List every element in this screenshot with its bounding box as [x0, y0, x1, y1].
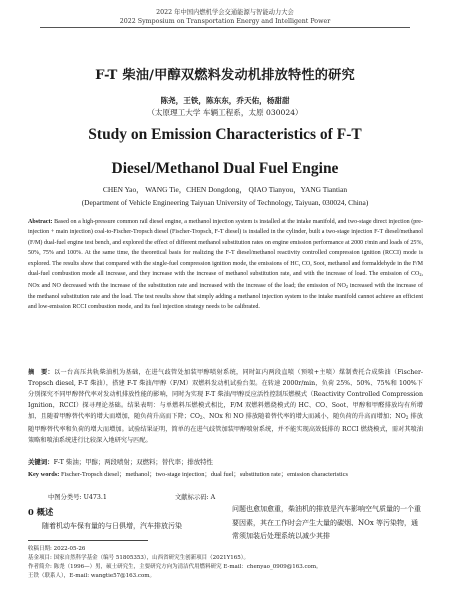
english-authors: CHEN Yao， WANG Tie，CHEN Dongdong， QIAO Tianyou，YANG Tiantian [102, 185, 348, 194]
chinese-title: F-T 柴油/甲醇双燃料发动机排放特性的研究 [95, 68, 355, 83]
english-keywords [28, 470, 423, 480]
english-keywords-label: Key words: [28, 471, 62, 478]
english-abstract [28, 217, 423, 313]
english-abstract-text-b: , NOx and NO decreased with the increase of the substitution rate and increased with the increase of the load; the emission of NO [28, 271, 423, 289]
footnotes [28, 545, 428, 580]
header-rule [40, 27, 410, 28]
english-abstract-text-a: Based on a high-pressure common rail diesel engine, a methanol injection system is installed at the intake manifold, and two-stage direct injection (pre-injection + main injection) coal-to-Fischer-Tropsch diesel (Fischer-Tropsch, F-T diesel) is installed in the cylinder, built a two-stage injection F-T diesel/methanol (F/M) dual-fuel engine test bench, and explored the effect of different methanol substitution rates on engine emission performance at 2000 r/min and loads of 25%, 50%, 75% and 100%. At the same time, the theoretical basis for realizing the F-T diesel/methanol reactivity controlled compression ignition (RCCI) mode is explored. The results show that compared with the single-fuel compression ignition mode, the emissions of HC, CO, Soot, methanol and formaldehyde in the F/M dual-fuel combustion mode all increase, and they increase with the increase of methanol substitution rate, and with the increase of load. The emission of CO [28, 219, 424, 278]
chinese-abstract-no2-sub: 2 [405, 416, 409, 422]
chinese-keywords-text: F-T 柴油；甲醇；两段喷射；双燃料；替代率；排放特性 [53, 458, 213, 466]
english-affiliation: (Department of Vehicle Engineering Taiyuan University of Technology, Taiyuan, 030024, China) [81, 198, 369, 207]
footnote-author-bio: 作者简介: 陈尧（1996—）男，硕士研究生，主要研究方向为清洁代用燃料研究 E-mail：chenyao_0909@163.com。 [28, 563, 322, 570]
english-abstract-text-c: increased with the increase of the methanol substitution rate and the load. The test results show that simply adding a methanol injection system to the intake manifold cannot achieve an efficient and low-emission RCCI combustion mode, and its fuel injection strategy needs to be calibrated. [28, 282, 423, 311]
footnote-funding: 基金项目: 国家自然科学基金（编号 51805353），山西省研究生创新项目（2021Y165）。 [28, 554, 249, 561]
conference-header-cn: 2022 年中国内燃机学会交通能源与智能动力大会 [156, 9, 294, 16]
english-abstract-co2-sub: 2 [419, 272, 422, 278]
english-abstract-label: Abstract: [28, 219, 53, 225]
chinese-keywords [28, 457, 423, 467]
section-heading: 0 概述 [28, 507, 54, 517]
chinese-abstract-text-a: 以一台高压共轨柴油机为基础，在进气歧管处加装甲醇喷射系统，同时缸内两段直喷（预喷+主喷）煤制费托合成柴油（Fischer-Tropsch diesel, F-T 柴油），搭建 F-T 柴油/甲醇（F/M）双燃料发动机试验台架。在转速 2000r/min，负荷 25%、50%、75%和 100%下分别探究不同甲醇替代率对发动机排放性能的影响，同时为实现 F-T 柴油/甲醇反应活性控制压燃模式（Reactivity Controlled Compression Ignition，RCCI）探寻理论基础。结果表明：与单燃料压燃模式相比，F/M 双燃料燃烧模式的 HC、CO、Soot、甲醇和甲醛排放均有所增加，且随着甲醇替代率的增大而增加，随负荷升高而下降；CO [28, 369, 424, 421]
classification-number: 中图分类号: U473.1 [48, 494, 107, 501]
english-abstract-no2-sub: 2 [345, 283, 348, 289]
chinese-abstract-text-c: 排放随甲醇替代率和负荷的增大而增加。试验结果证明，简单的在进气歧管加装甲醇喷射系统，并不能实现高效低排的 RCCI 燃烧模式，需对其喷油策略和喷油系统进行比较深入地研究与匹配。 [28, 413, 423, 445]
chinese-abstract-label: 摘 要： [28, 369, 54, 376]
chinese-abstract-text-b: 、NOx 和 NO 排放随着替代率的增大而减小，随负荷的升高而增加；NO [202, 413, 406, 421]
chinese-abstract [28, 367, 423, 447]
footnote-rule [28, 540, 148, 541]
english-title-line2: Diesel/Methanol Dual Fuel Engine [111, 160, 339, 177]
body-text-right-column: 问题也愈加愈重，柴油机的排放是汽车影响空气质量的一个重要因素，其在工作时会产生大量的碳烟、NOx 等污染物，通常须加装后处理系统以减少其排 [232, 505, 421, 540]
chinese-abstract-co2-sub: 2 [199, 416, 203, 422]
english-title-line1: Study on Emission Characteristics of F-T [88, 126, 362, 143]
chinese-keywords-label: 关键词： [28, 458, 54, 466]
document-code: 文献标示码: A [175, 494, 216, 501]
chinese-affiliation: （太原理工大学 车辆工程系，太原 030024） [147, 108, 303, 117]
footnote-contact: 王铁（联系人），E-mail: wangtie57@163.com。 [28, 572, 155, 579]
conference-header [0, 8, 450, 26]
footnote-received-date: 收稿日期: 2022-05-26 [28, 546, 86, 552]
body-text-left-column: 随着机动车保有量的与日俱增，汽车排放污染 [42, 522, 182, 530]
chinese-authors: 陈尧，王铁，陈东东，乔天佑，杨甜甜 [160, 96, 290, 105]
conference-header-en: 2022 Symposium on Transportation Energy and Intelligent Power [119, 18, 331, 25]
english-keywords-text: Fischer-Tropsch diesel；methanol；two-stage injection；dual fuel；substitution rate；emission characteristics [61, 471, 348, 478]
